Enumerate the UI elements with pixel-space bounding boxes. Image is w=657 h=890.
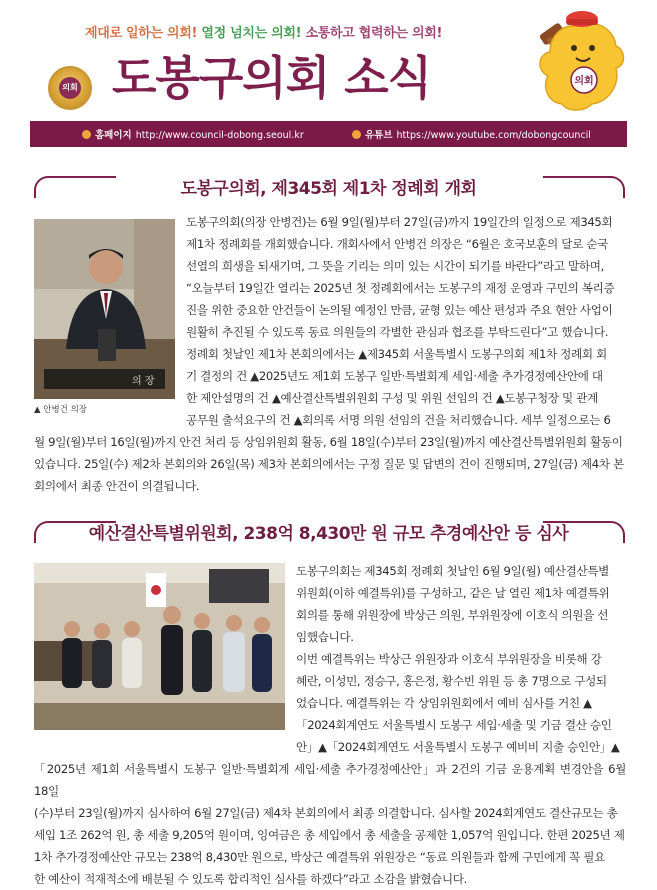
article1-line: 회의에서 최종 안건이 의결됩니다. (34, 479, 200, 493)
article2-line: 도봉구의회는 제345회 정례회 첫날인 6월 9일(월) 예산결산특별 (296, 564, 610, 578)
article1-line: 원활히 추진될 수 있도록 동료 의원들의 각별한 관심과 협조를 부탁드린다”고 했습니다. (186, 325, 609, 339)
article2-title: 예산결산특별위원회, 238억 8,430만 원 규모 추경예산안 등 심사 (88, 524, 569, 544)
slogan-part-1: 제대로 일하는 의회! (85, 26, 198, 41)
slogan-part-2: 열정 넘치는 의회! (201, 26, 302, 41)
article1-line: 진을 위한 중요한 안건들이 논의될 예정인 만큼, 균형 있는 예산 편성과 주요 현안 사업이 (186, 303, 613, 317)
emblem-text: 의회 (59, 77, 81, 99)
article1-body-lower (34, 431, 626, 497)
article2-line: 「2025년 제1회 서울특별시 도봉구 일반·특별회계 세입·세출 추가경정예산안」과 2건의 기금 운용계획 변경안을 6월 18일 (34, 762, 626, 798)
newsletter-title: 도봉구의회 소식 (112, 51, 432, 105)
mascot-badge-text: 의회 (574, 76, 594, 87)
article1-line: 도봉구의회(의장 안병건)는 6월 9일(월)부터 27일(금)까지 19일간의 일정으로 제345회 (186, 215, 613, 229)
article1-line: 정례회 첫날인 제1차 본회의에서는 ▲제345회 서울특별시 도봉구의회 제1차 정례회 회 (186, 347, 607, 361)
bullet-icon (82, 130, 91, 139)
article2-line: 안」▲「2024회계연도 서울특별시 도봉구 예비비 지출 승인안」▲ (296, 740, 620, 754)
article2-line: 혜란, 이성민, 정승구, 홍은정, 황수빈 위원 등 총 7명으로 구성되 (296, 674, 607, 688)
article2-body-upper (296, 560, 626, 758)
article1-body-upper (186, 211, 626, 431)
article2-line: 이번 예결특위는 박상근 위원장과 이호식 부위원장을 비롯해 강 (296, 652, 602, 666)
youtube-url[interactable]: https://www.youtube.com/dobongcouncil (396, 130, 591, 141)
photo-caption: ▲ 안병건 의장 (34, 405, 87, 415)
committee-photo (34, 563, 285, 730)
article2-line: 었습니다. 예결특위는 각 상임위원회에서 예비 심사를 거친 ▲ (296, 696, 592, 710)
homepage-link[interactable] (82, 127, 304, 141)
article1-line: 선열의 희생을 되새기며, 그 뜻을 기리는 의미 있는 시간이 되기를 바란다”라고 말하며, (186, 259, 604, 273)
article2-line: 위원회(이하 예결특위)를 구성하고, 같은 날 열린 제1차 예결특위 (296, 586, 610, 600)
article2-body-lower (34, 758, 626, 890)
article1-line: 한 제안설명의 건 ▲예산결산특별위원회 구성 및 위원 선임의 건 ▲도봉구청장 및 관계 (186, 391, 598, 405)
article1-line: 공무원 출석요구의 건 ▲회의록 서명 의원 선임의 건을 처리했습니다. 세부 일정으로는 6 (186, 413, 611, 427)
article1-title: 도봉구의회, 제345회 제1차 정례회 개회 (180, 179, 477, 199)
article2-line: 세입 1조 262억 원, 총 세출 9,205억 원이며, 잉여금은 총 세입에서 총 세출을 공제한 1,057억 원입니다. 한편 2025년 제 (34, 828, 625, 842)
bullet-icon (352, 130, 361, 139)
article2-line: (수)부터 23일(월)까지 심사하여 6월 27일(금) 제4차 본회의에서 최종 의결합니다. 심사할 2024회계연도 결산규모는 총 (34, 806, 618, 820)
slogan (85, 22, 442, 41)
article1-line: “오늘부터 19일간 열리는 2025년 첫 정례회에서는 도봉구의 재정 운영과 구민의 복리증 (186, 281, 615, 295)
article2-line: 한 예산이 적재적소에 배분될 수 있도록 합리적인 심사를 하겠다”라고 소감을 밝혔습니다. (34, 872, 467, 886)
mascot-icon (522, 6, 632, 116)
link-bar (30, 121, 627, 147)
council-emblem-icon (48, 66, 92, 110)
article1-line: 있습니다. 25일(수) 제2차 본회의와 26일(목) 제3차 본회의에서는 구정 질문 및 답변의 건이 진행되며, 27일(금) 제4차 본 (34, 457, 624, 471)
youtube-link[interactable] (352, 127, 591, 141)
article1-line: 제1차 정례회를 개회했습니다. 개회사에서 안병건 의장은 “6월은 호국보훈의 달로 순국 (186, 237, 608, 251)
slogan-part-3: 소통하고 협력하는 의회! (305, 26, 443, 41)
article1-line: 월 9일(월)부터 16일(월)까지 안건 처리 등 상임위원회 활동, 6월 18일(수)부터 23일(월)까지 예산결산특별위원회 활동이 (34, 435, 623, 449)
nameplate-text: 의 장 (132, 376, 155, 387)
homepage-label: 홈페이지 (95, 130, 132, 141)
article2-line: 1차 추가경정예산안 규모는 238억 8,430만 원으로, 박상근 예결특위 위원장은 “동료 의원들과 함께 구민에게 꼭 필요 (34, 850, 605, 864)
article2-line: 「2024회계연도 서울특별시 도봉구 세입·세출 및 기금 결산 승인 (296, 718, 612, 732)
article2-line: 회의를 통해 위원장에 박상근 의원, 부위원장에 이호식 의원을 선 (296, 608, 609, 622)
youtube-label: 유튜브 (365, 130, 393, 141)
homepage-url[interactable]: http://www.council-dobong.seoul.kr (135, 130, 304, 141)
chairman-photo (34, 219, 175, 399)
article1-line: 기 결정의 건 ▲2025년도 제1회 도봉구 일반·특별회계 세입·세출 추가경정예산안에 대 (186, 369, 603, 383)
article2-line: 임했습니다. (296, 630, 354, 644)
